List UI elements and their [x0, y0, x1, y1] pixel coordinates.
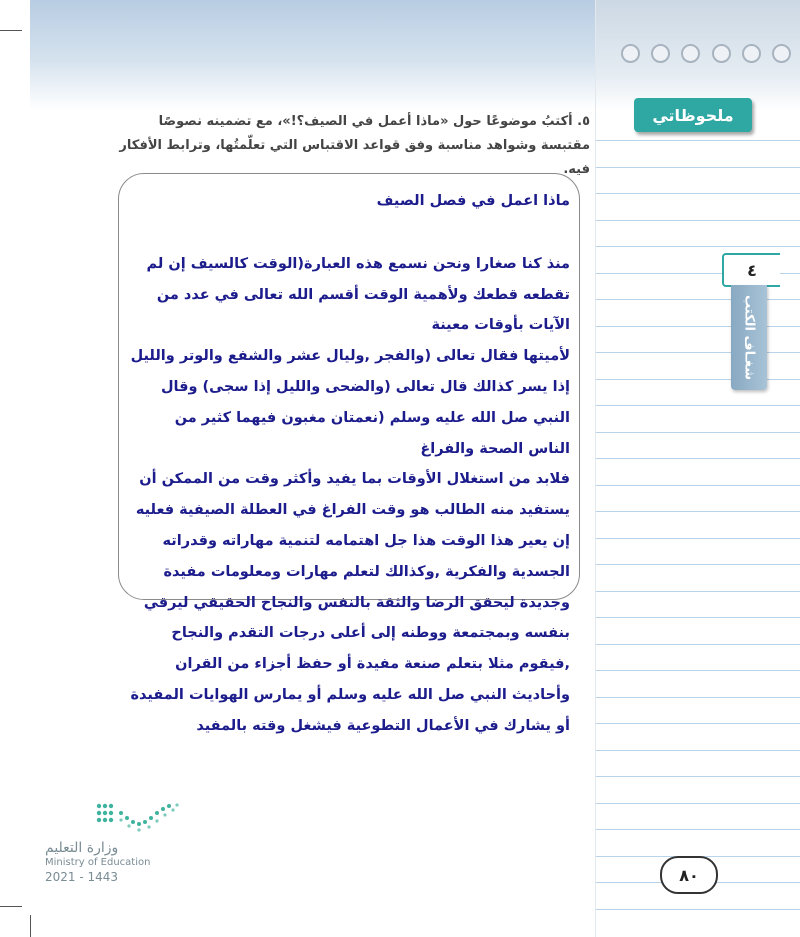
- ruled-line: [596, 750, 800, 751]
- unit-number: ٤: [722, 253, 780, 287]
- binder-hole: [712, 44, 731, 63]
- crop-mark: [0, 906, 22, 907]
- page-number: ٨٠: [660, 856, 718, 894]
- answer-paragraph: منذ كنا صغارا ونحن نسمع هذه العبارة(الوقت كالسيف إن لم تقطعه قطعك ولأهمية الوقت أقسم الله تعالى في عدد من الآيات بأوقات معينة: [146, 255, 570, 334]
- ruled-line: [596, 723, 800, 724]
- binder-holes: [621, 44, 791, 63]
- crop-mark: [30, 915, 31, 937]
- ruled-line: [596, 246, 800, 247]
- ruled-line: [596, 697, 800, 698]
- ruled-line: [596, 617, 800, 618]
- ruled-line: [596, 193, 800, 194]
- ruled-line: [596, 644, 800, 645]
- binder-hole: [681, 44, 700, 63]
- ruled-line: [596, 140, 800, 141]
- ministry-logo: [45, 840, 150, 884]
- ruled-line: [596, 511, 800, 512]
- ruled-line: [596, 670, 800, 671]
- ruled-line: [596, 564, 800, 565]
- binder-hole: [651, 44, 670, 63]
- unit-strip-label: شغـاف الكتب: [741, 294, 757, 381]
- ruled-line: [596, 299, 800, 300]
- ruled-line: [596, 379, 800, 380]
- ruled-line: [596, 485, 800, 486]
- answer-title: ماذا اعمل في فصل الصيف: [376, 193, 570, 209]
- ruled-line: [596, 432, 800, 433]
- answer-paragraph: فلابد من استغلال الأوقات بما يفيد وأكثر وقت من الممكن أن يستفيد منه الطالب هو وقت الفراغ في العطلة الصيفية فعليه إن يعير هذا الوقت هذا جل اهتمامه لتنمية مهاراته وقدراته الجسدية والفكرية ,وكذالك لتعلم مهارات ومعلومات مفيدة وجديدة ليحقق الرضا والثقة بالنفس والنجاح الحقيقي ليرقي بنفسه وبمجتمعة ووطنه إلى أعلى درجات التقدم والنجاح ,فيقوم مثلا بتعلم صنعة مفيدة أو حفظ أجزاء من القران وأحاديث النبي صل الله عليه وسلم أو يمارس الهوايات المفيدة أو يشارك في الأعمال التطوعية فيشغل وقته بالمفيد: [130, 471, 570, 734]
- crop-mark: [0, 30, 22, 31]
- ruled-line: [596, 776, 800, 777]
- ruled-line: [596, 538, 800, 539]
- ruled-line: [596, 909, 800, 910]
- ruled-line: [596, 326, 800, 327]
- ministry-name-en: Ministry of Education: [45, 857, 151, 868]
- ministry-year: 2021 - 1443: [45, 870, 119, 884]
- ruled-line: [596, 591, 800, 592]
- ruled-line: [596, 220, 800, 221]
- notes-label: ملحوظاتي: [634, 98, 752, 132]
- ruled-line: [596, 829, 800, 830]
- ruled-line: [596, 352, 800, 353]
- ministry-name-ar: وزارة التعليم: [45, 840, 119, 856]
- binder-hole: [742, 44, 761, 63]
- ministry-logo-icon: [95, 800, 185, 834]
- ruled-line: [596, 167, 800, 168]
- question-text: ٥. أكتبُ موضوعًا حول «ماذا أعمل في الصيف؟!»، مع تضمينه نصوصًا مقتبسة وشواهد مناسبة وفق قواعد الاقتباس التي تعلّمتُها، وترابط الأفكار فيه.: [119, 114, 590, 177]
- ruled-line: [596, 803, 800, 804]
- header-band: [30, 0, 595, 110]
- ruled-line: [596, 458, 800, 459]
- binder-hole: [621, 44, 640, 63]
- binder-hole: [772, 44, 791, 63]
- notes-column: [595, 0, 800, 937]
- answer-paragraph: لأميتها فقال تعالى (والفجر ,وليال عشر والشفع والوتر والليل إذا يسر كذالك قال تعالى (والضحى والليل إذا سجى) وقال النبي صل الله عليه وسلم (نعمتان مغبون فيهما كثير من الناس الصحة والفراغ: [130, 348, 570, 457]
- ruled-line: [596, 405, 800, 406]
- answer-text: [128, 186, 570, 742]
